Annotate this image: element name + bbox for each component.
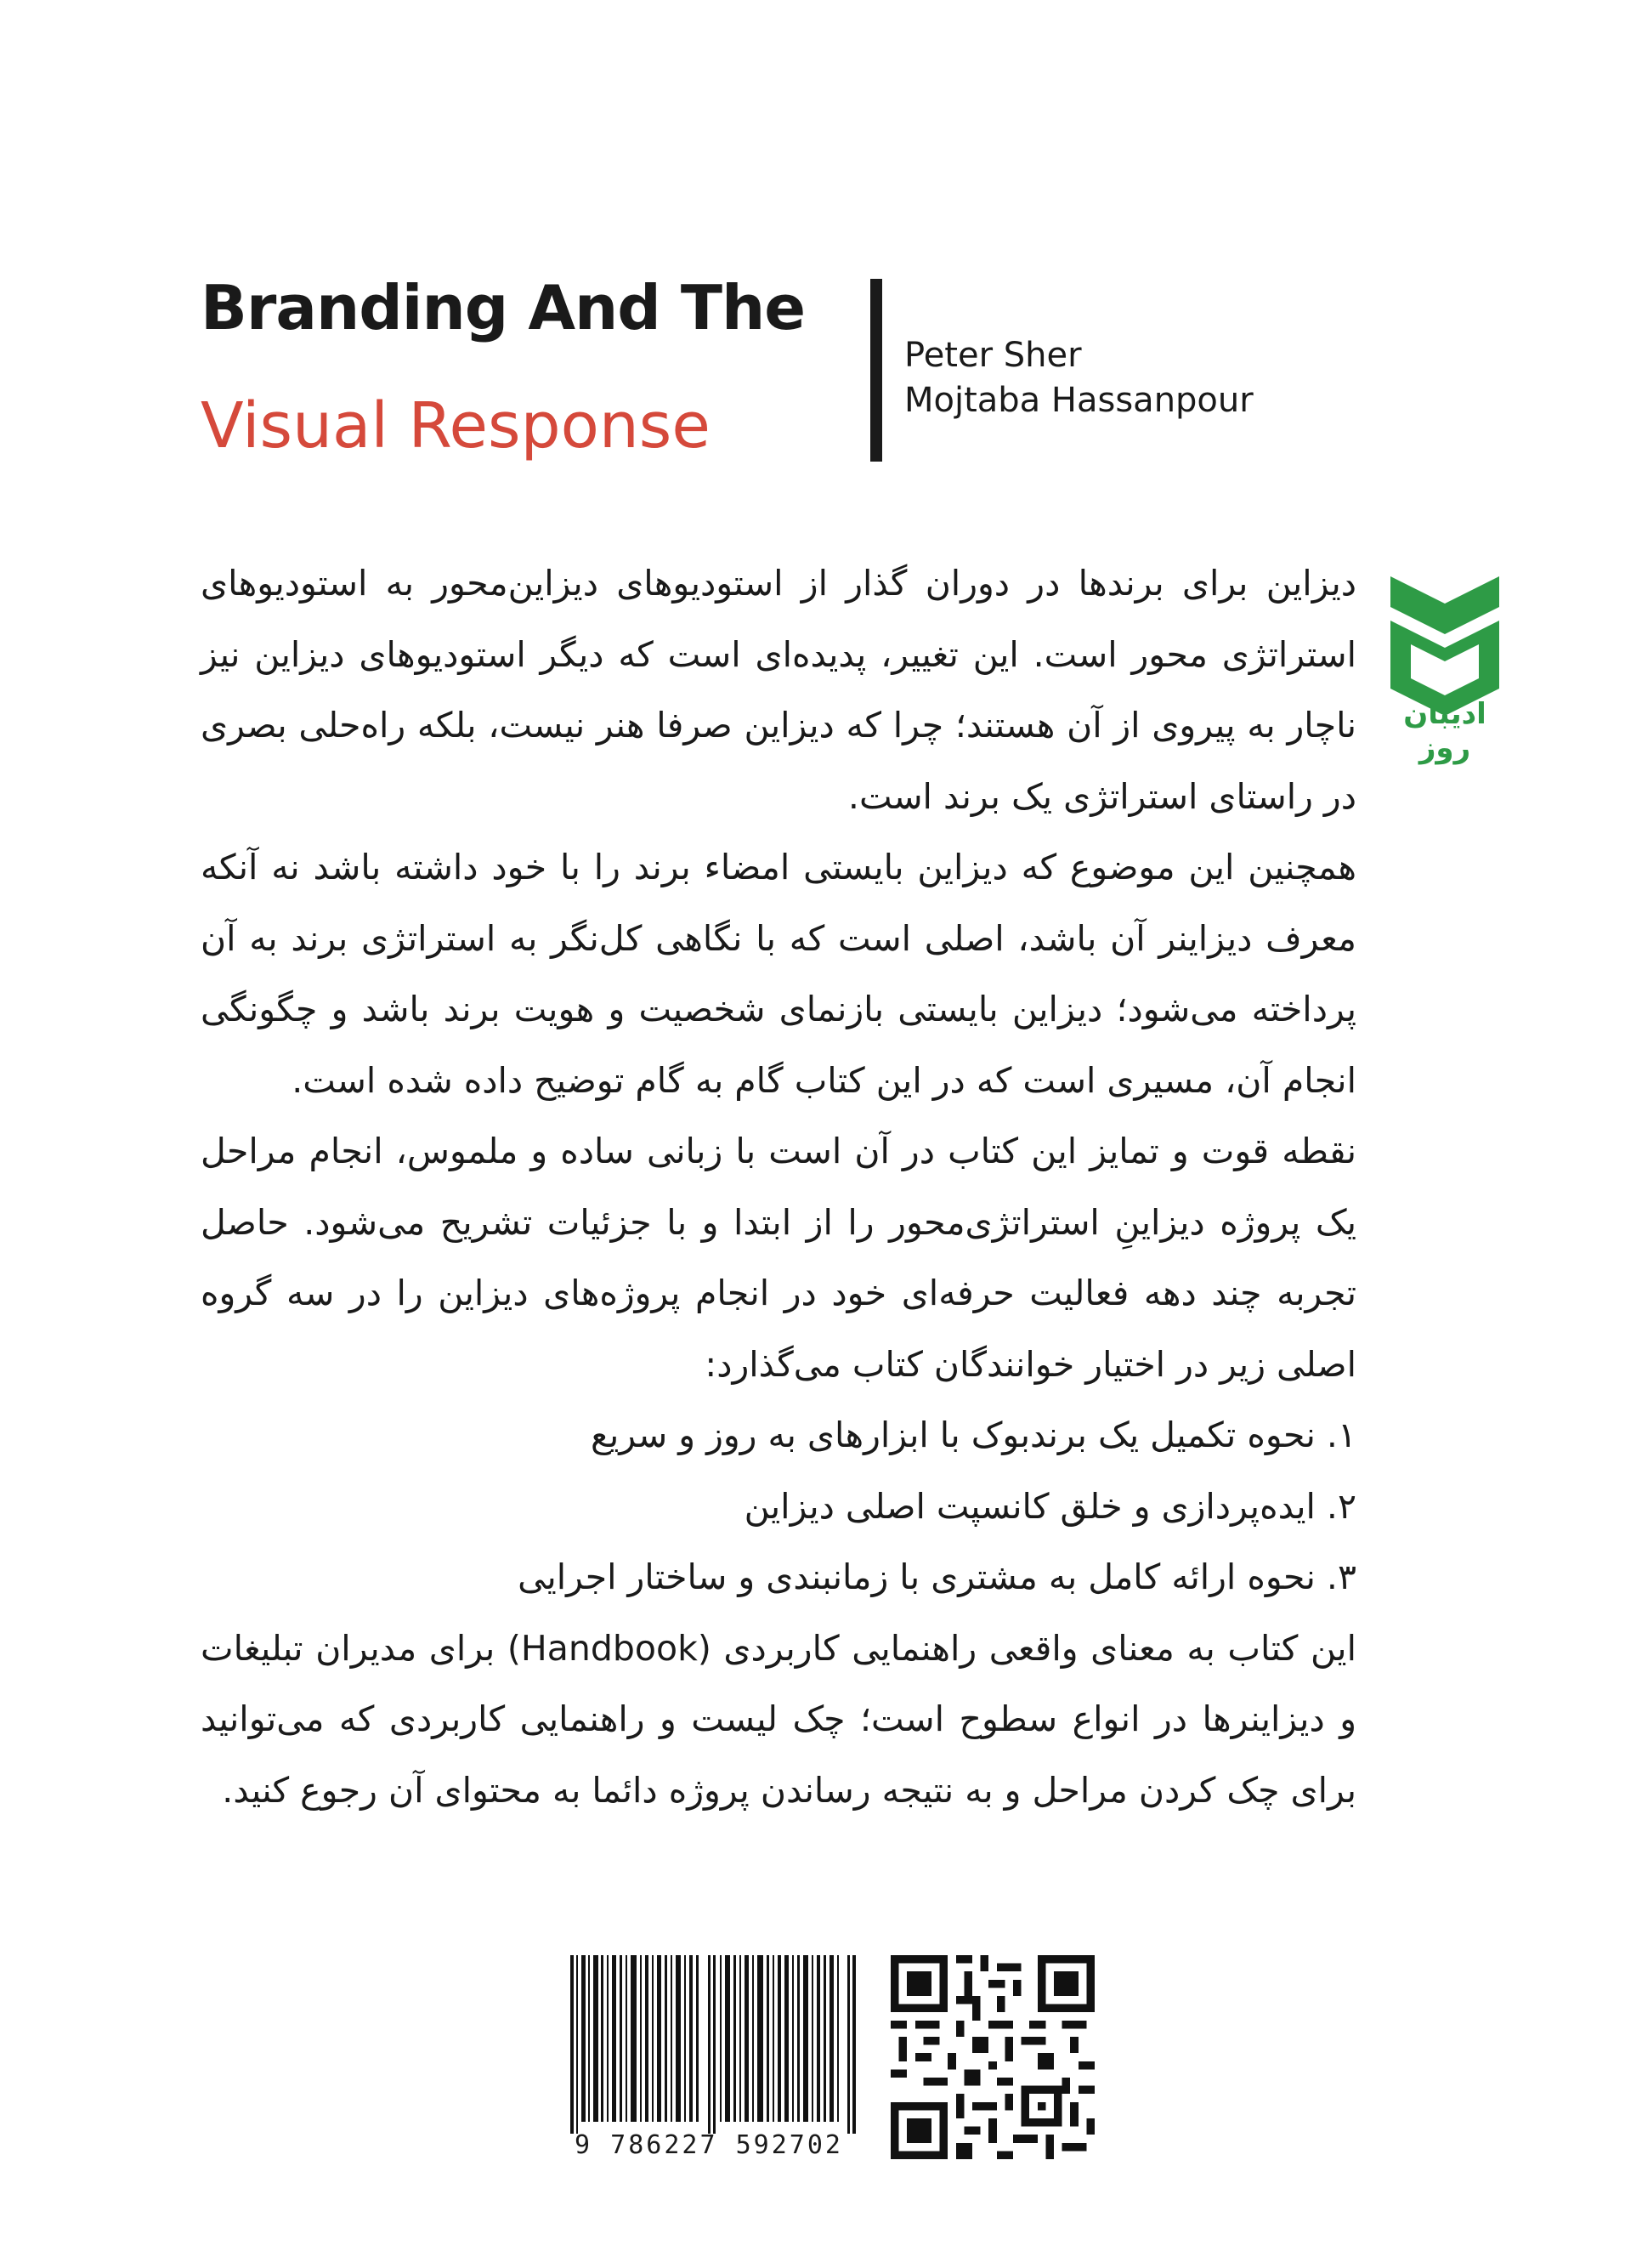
isbn-number: 9 786227 592702 — [575, 2130, 843, 2160]
barcode — [557, 1955, 861, 2168]
title-divider — [870, 279, 882, 462]
publisher-name: ادیبان روز — [1403, 697, 1486, 765]
description-list-item: ۲. ایده‌پردازی و خلق کانسپت اصلی دیزاین — [744, 1485, 1356, 1527]
qr-code-icon — [891, 1955, 1095, 2159]
back-cover-description — [201, 548, 1356, 1826]
author-2: Mojtaba Hassanpour — [904, 381, 1254, 420]
title-line-1: Branding And The — [201, 272, 806, 343]
description-list-item: ۳. نحوه ارائه کامل به مشتری با زمانبندی و ساختار اجرایی — [518, 1556, 1356, 1597]
title-line-2: Visual Response — [201, 389, 711, 462]
description-paragraph: این کتاب به معنای واقعی راهنمایی کاربردی (Handbook) برای مدیران تبلیغات و دیزاینرها در انواع سطوح است؛ چک لیست و راهنمایی کاربردی که می‌توانید برای چک کردن مراحل و به نتیجه رساندن پروژه دائما به محتوای آن رجوع کنید. — [201, 1627, 1356, 1811]
barcode-icon — [570, 1955, 859, 2134]
description-paragraph: دیزاین برای برندها در دوران گذار از استودیوهای دیزاین‌محور به استودیوهای استراتژی محور است. این تغییر، پدیده‌ای است که دیگر استودیوهای دیزاین نیز ناچار به پیروی از آن هستند؛ چرا که دیزاین صرفا هنر نیست، بلکه راه‌حلی بصری در راستای استراتژی یک برند است. — [201, 563, 1356, 817]
description-paragraph: نقطه قوت و تمایز این کتاب در آن است با زبانی ساده و ملموس، انجام مراحل یک پروژه دیزاینِ استراتژی‌محور را از ابتدا و با جزئیات تشریح می‌شود. حاصل تجربه چند دهه فعالیت حرفه‌ای خود در انجام پروژه‌های دیزاین را در سه گروه اصلی زیر در اختیار خوانندگان کتاب می‌گذارد: — [201, 1131, 1356, 1385]
description-list-item: ۱. نحوه تکمیل یک برندبوک با ابزارهای به روز و سریع — [591, 1415, 1356, 1455]
description-paragraph: همچنین این موضوع که دیزاین بایستی امضاء برند را با خود داشته باشد نه آنکه معرف دیزاینر آن باشد، اصلی است که با نگاهی کل‌نگر به استراتژی برند به آن پرداخته می‌شود؛ دیزاین بایستی بازنمای شخصیت و هویت برند باشد و چگونگی انجام آن، مسیری است که در این کتاب گام به گام توضیح داده شده است. — [201, 847, 1356, 1101]
author-1: Peter Sher — [904, 336, 1082, 375]
